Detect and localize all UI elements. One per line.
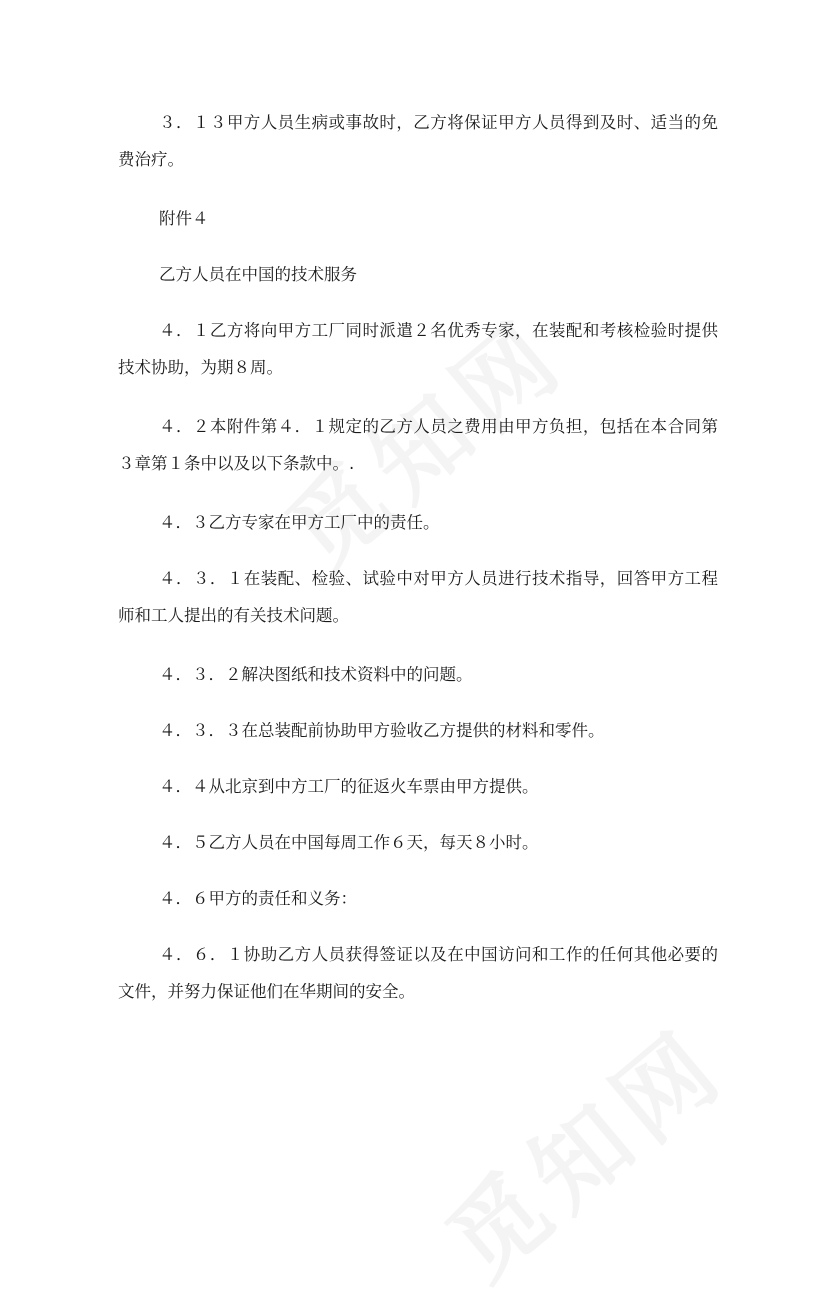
clause-4-1: ４．１乙方将向甲方工厂同时派遣２名优秀专家，在装配和考核检验时提供技术协助，为期８周。: [118, 321, 718, 377]
clause-4-3-1: ４．３．１在装配、检验、试验中对甲方人员进行技术指导，回答甲方工程师和工人提出的有关技术问题。: [118, 569, 718, 625]
clause-4-3: ４．３乙方专家在甲方工厂中的责任。: [159, 513, 440, 532]
clause-4-5: ４．５乙方人员在中国每周工作６天，每天８小时。: [159, 833, 539, 852]
clause-4-3-2: ４．３．２解决图纸和技术资料中的问题。: [159, 665, 473, 684]
watermark-logo: [414, 992, 750, 1305]
clause-4-6-1: ４．６．１协助乙方人员获得签证以及在中国访问和工作的任何其他必要的文件，并努力保证他们在华期间的安全。: [118, 945, 718, 1001]
appendix-title: 乙方人员在中国的技术服务: [159, 265, 357, 284]
appendix-heading: 附件４: [159, 209, 209, 228]
document-body: [118, 104, 718, 1032]
clause-4-3-3: ４．３．３在总装配前协助甲方验收乙方提供的材料和零件。: [159, 721, 605, 740]
clause-4-2: ４．２本附件第４．１规定的乙方人员之费用由甲方负担，包括在本合同第３章第１条中以及以下条款中。.: [118, 417, 718, 473]
clause-4-6: ４．６甲方的责任和义务：: [159, 889, 357, 908]
clause-3-13: ３．１３甲方人员生病或事故时，乙方将保证甲方人员得到及时、适当的免费治疗。: [118, 113, 718, 169]
clause-4-4: ４．４从北京到中方工厂的征返火车票由甲方提供。: [159, 777, 539, 796]
